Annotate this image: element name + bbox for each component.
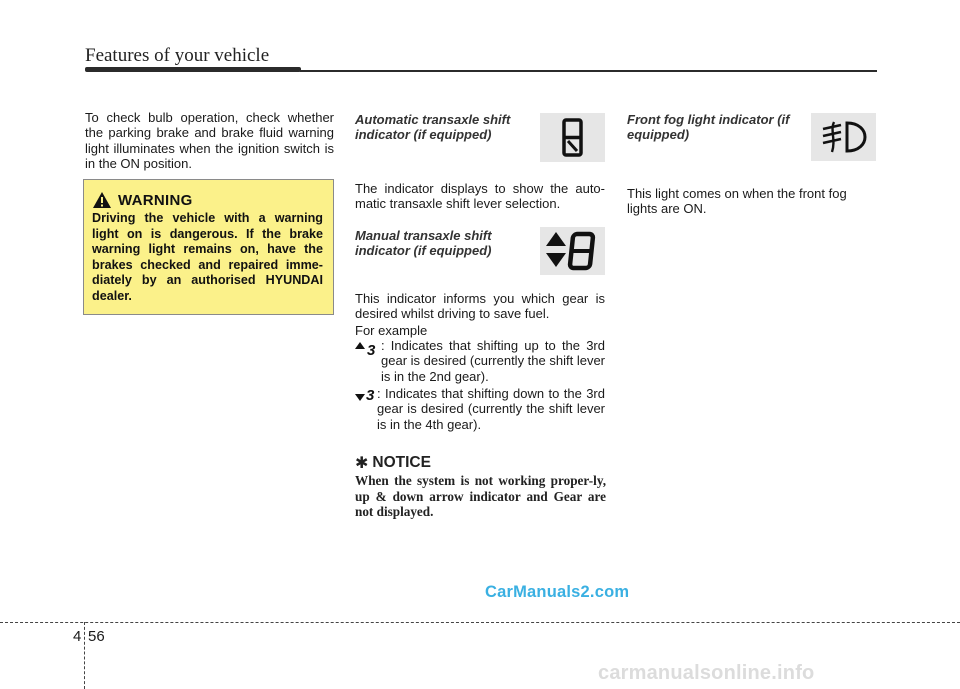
fog-light-paragraph: This light comes on when the front fog lights are ON.: [627, 186, 847, 217]
example-shift-up: [355, 338, 605, 384]
watermark-carmanuals2: CarManuals2.com: [485, 583, 630, 601]
svg-text:3: 3: [367, 342, 376, 356]
page-number: 56: [88, 628, 105, 645]
footer-rule: [0, 622, 960, 623]
automatic-shift-heading: Automatic transaxle shift indicator (if equipped): [355, 112, 511, 142]
manual-shift-indicator-icon: [540, 227, 605, 275]
warning-label: WARNING: [118, 191, 193, 209]
example-shift-down: [355, 386, 605, 432]
warning-header: [92, 191, 323, 209]
shift-up-3-icon: [355, 338, 381, 356]
warning-text: Driving the vehicle with a warning light on is dangerous. If the brake warning light remains on, have the brakes checked and repaired imme-diately by an authorised HYUNDAI dealer.: [92, 211, 323, 303]
chapter-number: 4: [73, 628, 82, 645]
notice-star-icon: ✱: [355, 455, 369, 472]
header-rule-thin: [300, 70, 877, 72]
automatic-shift-indicator-icon: [540, 113, 605, 162]
example-shift-up-text: : Indicates that shifting up to the 3rd gear is desired (currently the shift lever is in the 2nd gear).: [381, 338, 605, 384]
warning-triangle-icon: [92, 191, 112, 209]
header-rule-thick: [85, 67, 301, 72]
fog-light-heading: Front fog light indicator (if equipped): [627, 112, 790, 142]
shift-down-3-icon: [355, 386, 377, 404]
manual-shift-heading: Manual transaxle shift indicator (if equipped): [355, 228, 492, 258]
notice-label: NOTICE: [372, 454, 431, 471]
example-shift-down-text: : Indicates that shifting down to the 3rd gear is desired (currently the shift lever is in the 4th gear).: [377, 386, 605, 432]
automatic-shift-paragraph: The indicator displays to show the auto-matic transaxle shift lever selection.: [355, 181, 605, 212]
warning-box: [83, 179, 334, 315]
svg-text:3: 3: [366, 387, 375, 404]
manual-shift-paragraph: This indicator informs you which gear is desired whilst driving to save fuel.: [355, 291, 605, 322]
notice-text: When the system is not working proper-ly, up & down arrow indicator and Gear are not displayed.: [355, 473, 606, 520]
page-header-title: Features of your vehicle: [85, 45, 270, 66]
bulb-check-paragraph: To check bulb operation, check whether the parking brake and brake fluid warning light illuminates when the ignition switch is in the ON position.: [85, 110, 334, 171]
watermark-carmanualsonline: carmanualsonline.info: [598, 662, 815, 684]
footer-divider: [84, 622, 85, 689]
notice-heading: [355, 453, 431, 473]
front-fog-light-icon: [811, 113, 876, 161]
for-example-label: For example: [355, 323, 428, 338]
